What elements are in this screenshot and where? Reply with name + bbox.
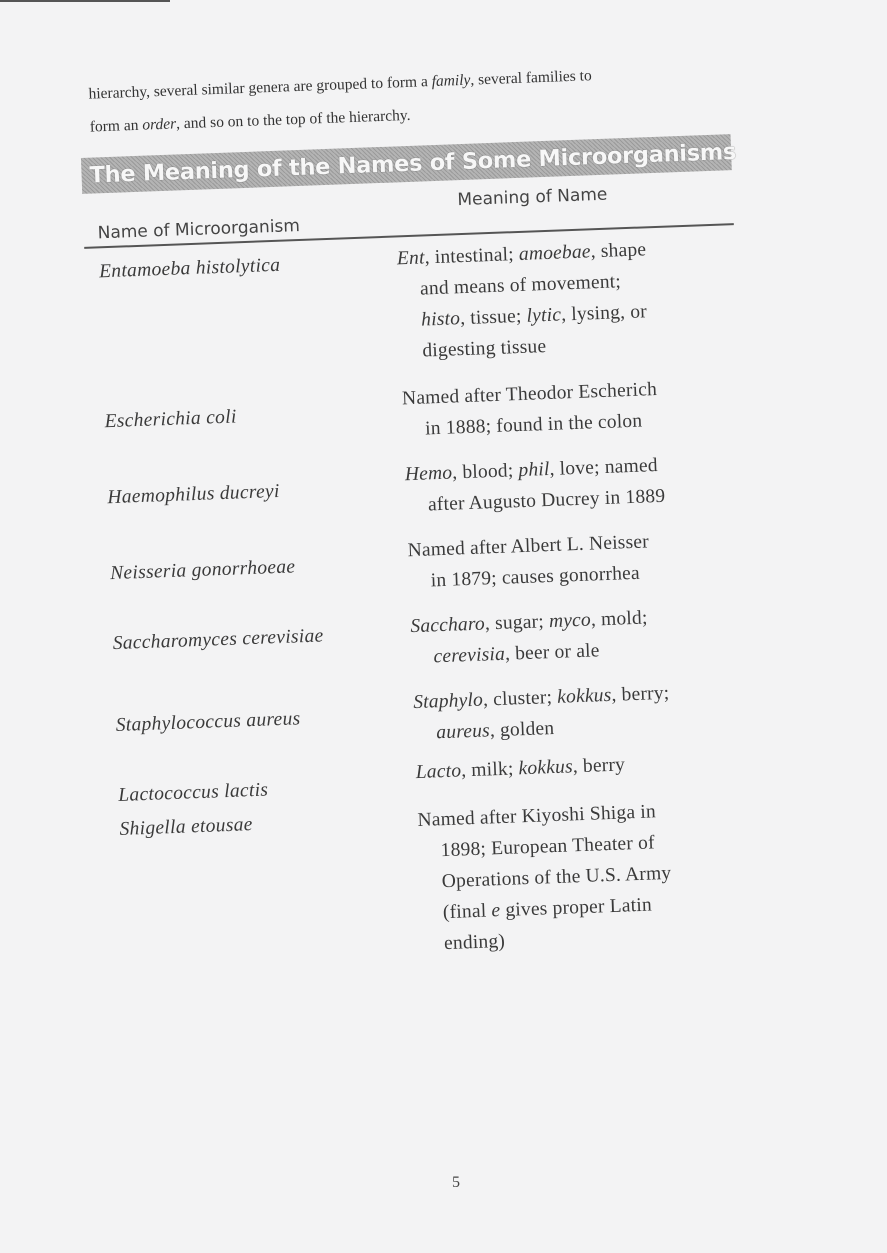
organism-name: Lactococcus lactis — [117, 779, 269, 806]
meaning-term: Saccharo — [410, 613, 486, 638]
table-row — [92, 447, 744, 533]
page-number: 5 — [452, 1174, 460, 1191]
meaning-text: , beer or ale — [504, 640, 600, 665]
meaning-text: , shape — [590, 239, 647, 263]
intro-term-order: order — [141, 115, 177, 134]
table-row — [95, 523, 747, 609]
meaning-term: aureus — [435, 720, 491, 744]
name-meaning — [410, 599, 750, 673]
meaning-text: digesting tissue — [421, 336, 547, 362]
name-meaning — [417, 793, 760, 960]
organism-name: Escherichia coli — [104, 406, 237, 433]
name-meaning — [407, 523, 747, 597]
meaning-term: Ent — [396, 247, 426, 270]
intro-paragraph — [88, 54, 730, 143]
meaning-term: cerevisia — [433, 643, 506, 668]
meaning-text: , love; named — [549, 455, 659, 480]
meaning-text: , sugar; — [484, 611, 550, 635]
meaning-text: , golden — [489, 717, 555, 742]
page-content — [78, 54, 760, 971]
table-title: The Meaning of the Names of Some Microorganisms — [89, 138, 737, 189]
meaning-text: 1898; European Theater of — [440, 832, 656, 862]
meaning-text: , blood; — [451, 460, 519, 484]
organism-name: Haemophilus ducreyi — [107, 480, 280, 509]
meaning-text: and means of movement; — [419, 271, 622, 300]
column-header-meaning: Meaning of Name — [457, 184, 608, 211]
meaning-term: Lacto — [415, 760, 462, 784]
meaning-text: Operations of the U.S. Army — [441, 862, 672, 893]
meaning-term: e — [491, 900, 501, 922]
meaning-term: lytic — [526, 304, 562, 327]
meaning-text: (final — [442, 900, 492, 924]
organism-name: Staphylococcus aureus — [115, 708, 301, 737]
name-meaning — [404, 447, 744, 521]
meaning-term: kokkus — [518, 756, 574, 780]
meaning-text: , mold; — [590, 607, 648, 631]
meaning-text: Named after Theodor Escherich — [401, 379, 658, 410]
meaning-term: phil — [518, 458, 550, 482]
intro-text: form an — [89, 116, 143, 136]
meaning-text: , milk; — [460, 758, 519, 782]
meaning-term: Staphylo — [412, 689, 484, 714]
top-rule — [0, 0, 170, 2]
table-row — [90, 371, 742, 457]
meaning-text: , cluster; — [482, 686, 558, 711]
meaning-text: ending) — [443, 930, 506, 955]
name-meaning — [415, 745, 754, 788]
meaning-term: kokkus — [556, 684, 612, 708]
meaning-text: Named after Kiyoshi Shiga in — [417, 801, 657, 832]
organism-name: Entamoeba histolytica — [98, 254, 281, 283]
name-meaning — [413, 675, 753, 749]
table-row — [105, 793, 760, 972]
name-meaning — [402, 371, 742, 445]
organism-name: Neisseria gonorrhoeae — [109, 556, 296, 585]
name-meaning — [396, 231, 738, 367]
meaning-text: after Augusto Ducrey in 1889 — [427, 485, 666, 516]
meaning-term: amoebae — [518, 241, 592, 265]
table-row — [84, 231, 738, 379]
meaning-text: in 1879; causes gonorrhea — [430, 562, 641, 592]
meaning-term: myco — [548, 609, 592, 633]
intro-term-family: family — [431, 71, 471, 91]
meaning-text: , tissue; — [459, 305, 527, 330]
meaning-term: histo — [420, 308, 461, 331]
intro-text: , and so on to the top of the hierarchy. — [175, 106, 411, 133]
organism-name: Shigella etousae — [119, 814, 254, 840]
meaning-term: Hemo — [404, 462, 453, 486]
intro-text: hierarchy, several similar genera are grouped to form a — [88, 73, 432, 103]
table-body — [84, 231, 760, 971]
organism-name: Saccharomyces cerevisiae — [112, 625, 324, 655]
table-row — [98, 599, 750, 685]
meaning-text: , intestinal; — [424, 243, 520, 269]
meaning-text: Named after Albert L. Neisser — [407, 531, 650, 562]
meaning-text: in 1888; found in the colon — [424, 410, 643, 440]
meaning-text: , berry — [572, 754, 626, 778]
meaning-text: , lysing, or — [560, 301, 648, 326]
intro-text: , several families to — [470, 67, 592, 89]
meaning-text: , berry; — [611, 682, 670, 706]
column-header-name: Name of Microorganism — [97, 215, 301, 244]
meaning-text: gives proper Latin — [499, 894, 653, 922]
